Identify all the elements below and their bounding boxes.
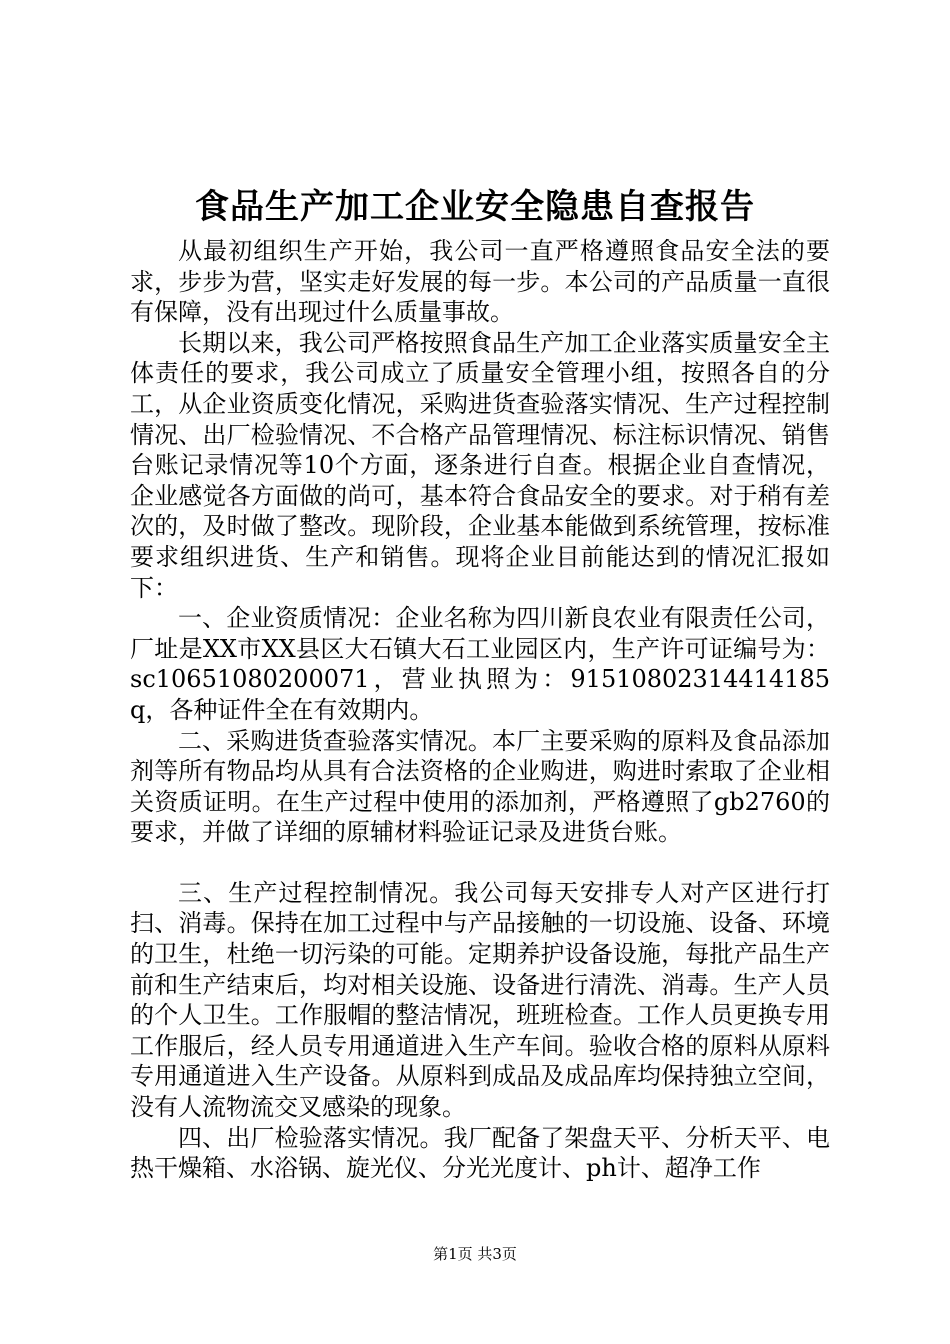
paragraph-intro: 从最初组织生产开始，我公司一直严格遵照食品安全法的要求，步步为营，坚实走好发展的每一步。本公司的产品质量一直很有保障，没有出现过什么质量事故。 bbox=[130, 237, 830, 327]
document-title: 食品生产加工企业安全隐患自查报告 bbox=[195, 187, 755, 227]
paragraph-qualification: 一、企业资质情况：企业名称为四川新良农业有限责任公司，厂址是XX市XX县区大石镇大石工业园区内，生产许可证编号为：sc10651080200071，营业执照为：91510802314414185q，各种证件全在有效期内。 bbox=[130, 604, 830, 724]
paragraph-self-inspection: 长期以来，我公司严格按照食品生产加工企业落实质量安全主体责任的要求，我公司成立了质量安全管理小组，按照各自的分工，从企业资质变化情况，采购进货查验落实情况、生产过程控制情况、出厂检验情况、不合格产品管理情况、标注标识情况、销售台账记录情况等10个方面，逐条进行自查。根据企业自查情况，企业感觉各方面做的尚可，基本符合食品安全的要求。对于稍有差次的，及时做了整改。现阶段，企业基本能做到系统管理，按标准要求组织进货、生产和销售。现将企业目前能达到的情况汇报如下： bbox=[130, 328, 830, 602]
paragraph-production-control: 三、生产过程控制情况。我公司每天安排专人对产区进行打扫、消毒。保持在加工过程中与产品接触的一切设施、设备、环境的卫生，杜绝一切污染的可能。定期养护设备设施，每批产品生产前和生产结束后，均对相关设施、设备进行清洗、消毒。生产人员的个人卫生。工作服帽的整洁情况，班班检查。工作人员更换专用工作服后，经人员专用通道进入生产车间。验收合格的原料从原料专用通道进入生产设备。从原料到成品及成品库均保持独立空间，没有人流物流交叉感染的现象。 bbox=[130, 878, 830, 1122]
page-indicator: 第1页 共3页 bbox=[433, 1245, 517, 1263]
paragraph-procurement: 二、采购进货查验落实情况。本厂主要采购的原料及食品添加剂等所有物品均从具有合法资格的企业购进，购进时索取了企业相关资质证明。在生产过程中使用的添加剂，严格遵照了gb2760的要求，并做了详细的原辅材料验证记录及进货台账。 bbox=[130, 726, 830, 847]
paragraph-factory-inspection: 四、出厂检验落实情况。我厂配备了架盘天平、分析天平、电热干燥箱、水浴锅、旋光仪、分光光度计、ph计、超净工作 bbox=[130, 1123, 830, 1183]
document-body bbox=[130, 236, 830, 1184]
